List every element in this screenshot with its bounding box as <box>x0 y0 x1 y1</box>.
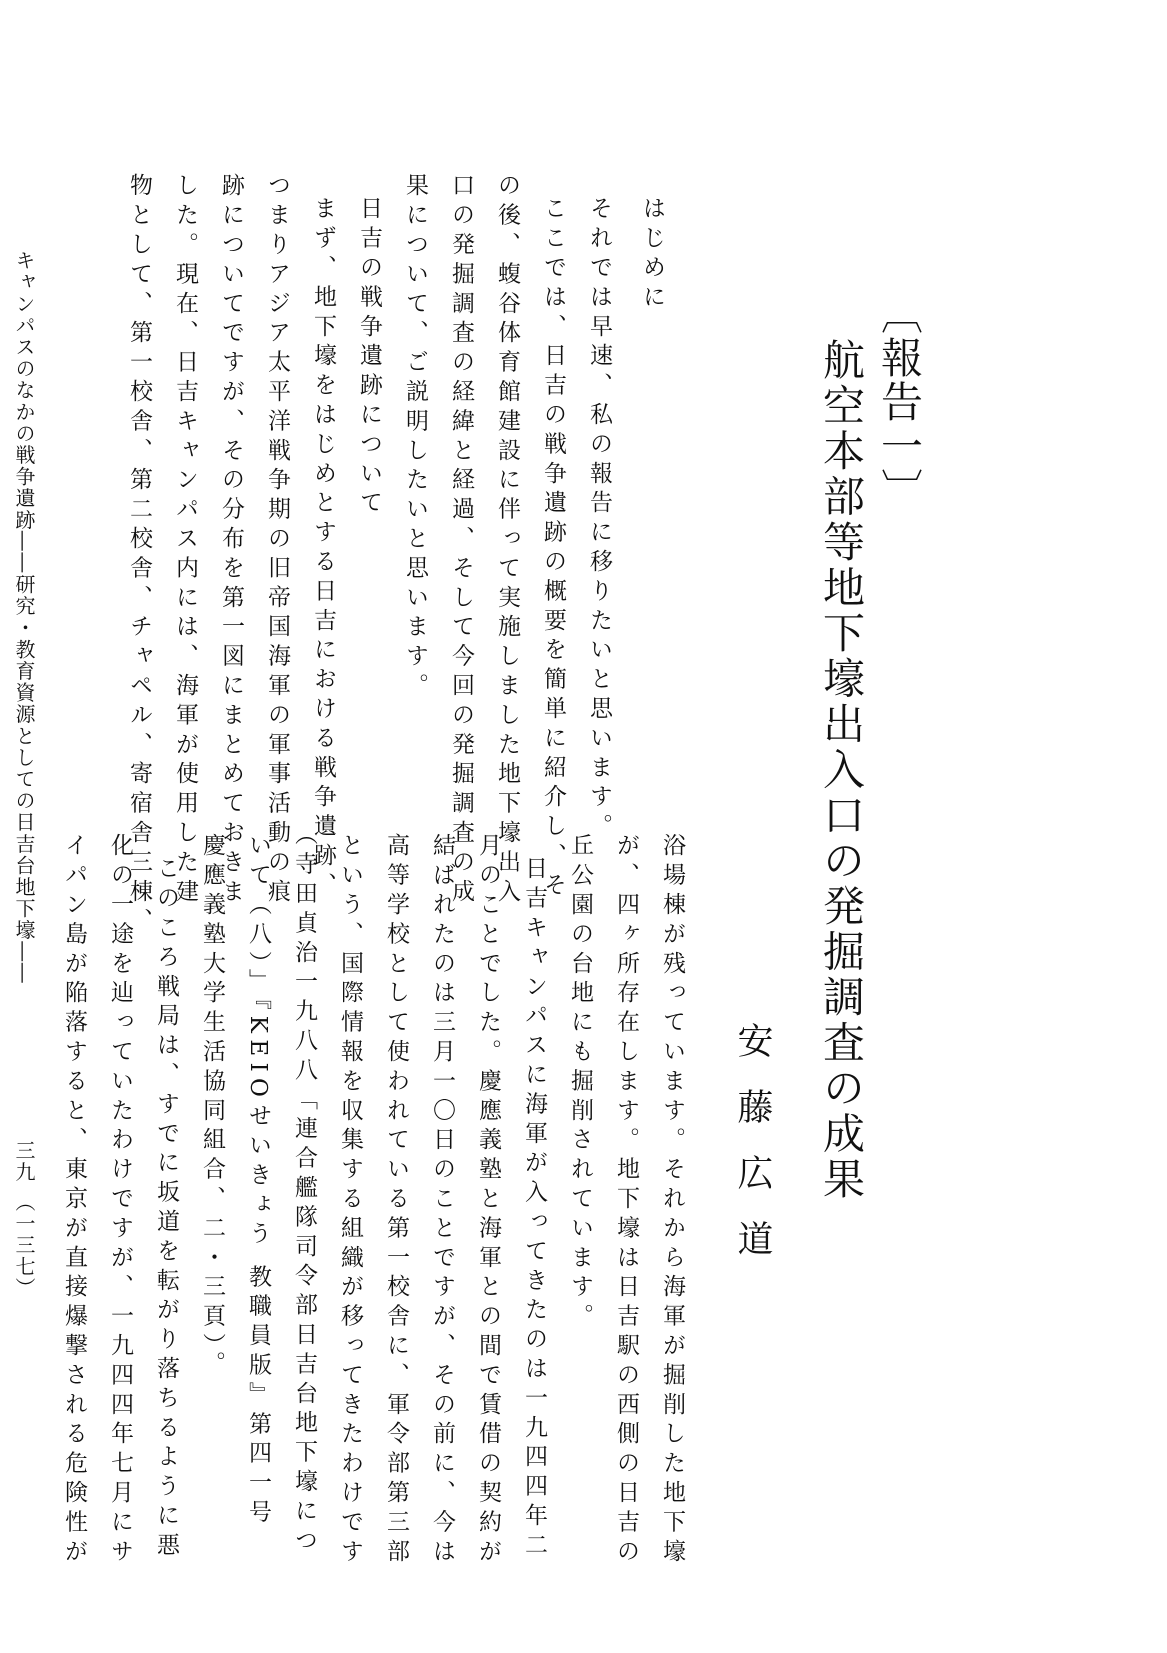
heading-introduction: はじめに <box>639 196 665 314</box>
body-line: イパン島が陥落すると、東京が直接爆撃される危険性が <box>61 833 87 1568</box>
body-line: ここでは、日吉の戦争遺跡の概要を簡単に紹介し、そ <box>540 196 566 902</box>
body-line: 高等学校として使われている第一校舎に、軍令部第三部 <box>383 833 409 1568</box>
body-line: 浴場棟が残っています。それから海軍が掘削した地下壕 <box>659 833 685 1568</box>
body-line: つまりアジア太平洋戦争期の旧帝国海軍の軍事活動の痕 <box>264 173 290 908</box>
page-number: 三九 （一三七） <box>12 1140 36 1300</box>
body-line: の後、蝮谷体育館建設に伴って実施しました地下壕出入 <box>494 173 520 908</box>
body-line: いて（八）」『KEIOせいきょう 教職員版』第四一号 <box>245 833 271 1529</box>
author-name: 安藤広道 <box>732 1022 773 1286</box>
body-line: 慶應義塾大学生活協同組合、二・三頁）。 <box>199 833 225 1381</box>
body-line: が、四ヶ所存在します。地下壕は日吉駅の西側の日吉の <box>613 833 639 1568</box>
body-line: 丘公園の台地にも掘削されています。 <box>567 833 593 1333</box>
body-line: 結ばれたのは三月一〇日のことですが、その前に、今は <box>429 833 455 1568</box>
body-line: 果について、ご説明したいと思います。 <box>402 173 428 703</box>
body-line: 口の発掘調査の経緯と経過、そして今回の発掘調査の成 <box>448 173 474 908</box>
body-line: それでは早速、私の報告に移りたいと思います。 <box>586 196 612 843</box>
page-title: 航空本部等地下壕出入口の発掘調査の成果 <box>817 338 866 1203</box>
running-title: キャンパスのなかの戦争遺跡――研究・教育資源としての日吉台地下壕―― <box>12 250 36 985</box>
body-line: 月のことでした。慶應義塾と海軍との間で賃借の契約が <box>475 833 501 1568</box>
body-line: という、国際情報を収集する組織が移ってきたわけです <box>337 833 363 1568</box>
report-label: 〔報告一〕 <box>875 292 924 512</box>
body-line: （寺田貞治一九八八「連合艦隊司令部日吉台地下壕につ <box>291 822 317 1557</box>
body-line: まず、地下壕をはじめとする日吉における戦争遺跡、 <box>310 196 336 902</box>
body-line: 化の一途を辿っていたわけですが、一九四四年七月にサ <box>107 833 133 1568</box>
body-line: このころ戦局は、すでに坂道を転がり落ちるように悪 <box>153 856 179 1562</box>
body-line: 日吉キャンパスに海軍が入ってきたのは一九四四年二 <box>521 856 547 1562</box>
heading-war-sites: 日吉の戦争遺跡について <box>356 196 382 520</box>
body-line: した。現在、日吉キャンパス内には、海軍が使用した建 <box>172 173 198 908</box>
body-line: 跡についてですが、その分布を第一図にまとめておきま <box>218 173 244 908</box>
body-line: 物として、第一校舎、第二校舎、チャペル、寄宿舎三棟、 <box>126 173 152 938</box>
